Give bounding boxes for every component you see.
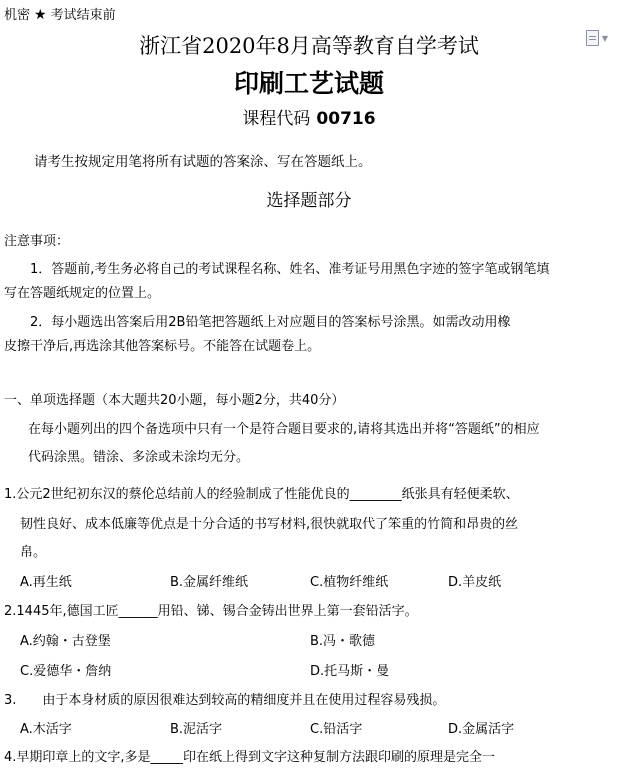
secret-note: 考试结束前 xyxy=(50,8,116,23)
part1-heading: 一、单项选择题（本大题共20小题，每小题2分，共40分） xyxy=(4,393,345,408)
course-code: 00716 xyxy=(316,109,376,129)
chevron-down-icon: ▼ xyxy=(601,33,608,43)
note-item-1-line-2: 写在答题纸规定的位置上。 xyxy=(4,286,161,301)
question-4-line-1: 4.早期印章上的文字,多是_____印在纸上得到文字这种复制方法跟印刷的原理是完全一 xyxy=(4,750,496,765)
section-title: 选择题部分 xyxy=(266,191,352,211)
question-3-option-d: D.金属活字 xyxy=(448,722,515,737)
question-1-line-2: 韧性良好、成本低廉等优点是十分合适的书写材料,很快就取代了笨重的竹简和昂贵的丝 xyxy=(20,517,519,532)
part1-desc-line-1: 在每小题列出的四个备选项中只有一个是符合题目要求的,请将其选出并将“答题纸”的相应 xyxy=(28,422,540,437)
course-code-line xyxy=(0,104,618,129)
question-2-option-d: D.托马斯・曼 xyxy=(310,664,390,679)
notes-heading: 注意事项： xyxy=(4,234,70,249)
question-1-line-1: 1.公元2世纪初东汉的蔡伦总结前人的经验制成了性能优良的________纸张具有轻便柔软、 xyxy=(4,487,519,502)
secrecy-header xyxy=(4,4,116,23)
question-2-option-a: A.约翰・古登堡 xyxy=(20,634,111,649)
question-3-option-c: C.铅活字 xyxy=(310,722,363,737)
note-item-2-line-1: 2．每小题选出答案后用2B铅笔把答题纸上对应题目的答案标号涂黑。如需改动用橡 xyxy=(30,315,511,330)
part1-desc-line-2: 代码涂黑。错涂、多涂或未涂均无分。 xyxy=(28,450,250,465)
question-3-line-1: 3. 由于本身材质的原因很难达到较高的精细度并且在使用过程容易残损。 xyxy=(4,693,446,708)
exam-title: 浙江省2020年8月高等教育自学考试 xyxy=(139,34,479,58)
star-icon: ★ xyxy=(34,7,47,23)
note-item-1-line-1: 1．答题前,考生务必将自己的考试课程名称、姓名、准考证号用黑色字迹的签字笔或钢笔填 xyxy=(30,262,550,277)
question-1-option-d: D.羊皮纸 xyxy=(448,575,502,590)
question-1-option-c: C.植物纤维纸 xyxy=(310,575,389,590)
question-2-option-b: B.冯・歌德 xyxy=(310,634,376,649)
question-1-option-b: B.金属纤维纸 xyxy=(170,575,249,590)
secret-label: 机密 xyxy=(4,8,31,23)
course-code-label: 课程代码 xyxy=(242,109,311,129)
question-1-option-a: A.再生纸 xyxy=(20,575,72,590)
question-2-option-c: C.爱德华・詹纳 xyxy=(20,664,112,679)
note-item-2-line-2: 皮擦干净后,再选涂其他答案标号。不能答在试题卷上。 xyxy=(4,339,321,354)
question-1-line-3: 帛。 xyxy=(20,545,47,560)
paper-title: 印刷工艺试题 xyxy=(233,69,384,98)
question-2-line-1: 2.1445年,德国工匠______用铅、锑、锡合金铸出世界上第一套铅活字。 xyxy=(4,604,418,619)
answer-instruction: 请考生按规定用笔将所有试题的答案涂、写在答题纸上。 xyxy=(34,154,372,170)
question-3-option-a: A.木活字 xyxy=(20,722,72,737)
question-3-option-b: B.泥活字 xyxy=(170,722,223,737)
